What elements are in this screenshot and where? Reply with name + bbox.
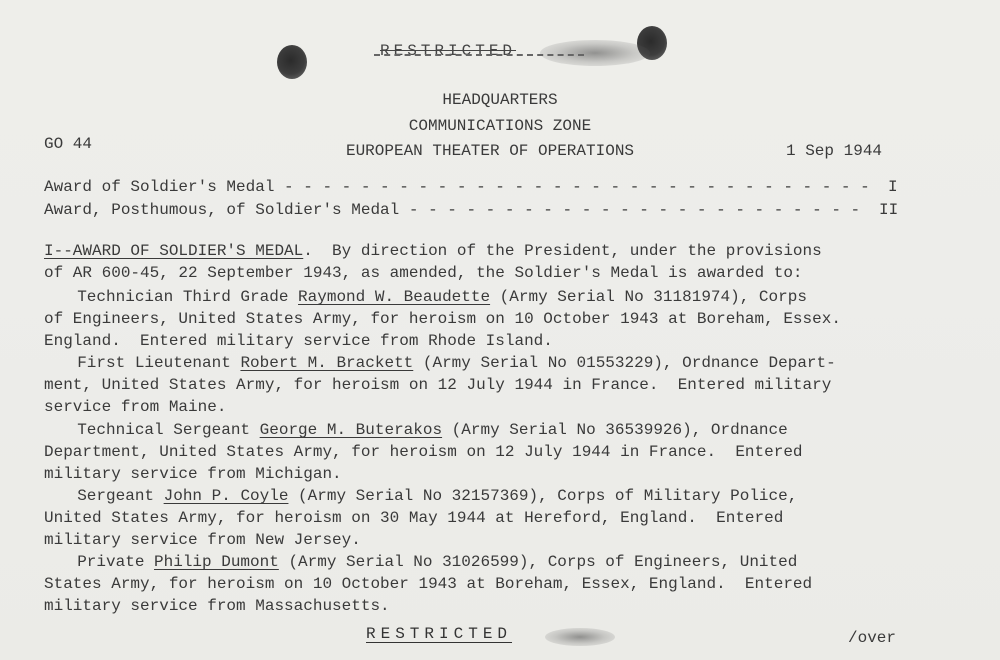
- contents-section: II: [879, 201, 899, 219]
- award-text: (Army Serial No 31026599), Corps of Engineers, United: [278, 553, 798, 571]
- contents-row: [44, 200, 860, 220]
- award-rank: Technical Sergeant: [58, 421, 260, 439]
- award-text: (Army Serial No 31181974), Corps: [490, 288, 807, 306]
- contents-title: Award of Soldier's Medal: [44, 178, 275, 196]
- intro-line: of AR 600-45, 22 September 1943, as amended, the Soldier's Medal is awarded to:: [44, 264, 803, 282]
- award-rank: First Lieutenant: [58, 354, 241, 372]
- section-heading: I--AWARD OF SOLDIER'S MEDAL: [44, 242, 304, 260]
- award-rank: Technician Third Grade: [58, 288, 299, 306]
- contents-leader: - - - - - - - - - - - - - - - - - - - - - - - -: [399, 201, 861, 219]
- award-name: Philip Dumont: [154, 553, 279, 571]
- award-line: United States Army, for heroism on 30 May 1944 at Hereford, England. Entered: [44, 509, 784, 527]
- continuation-note: /over: [848, 629, 897, 647]
- header-theater: EUROPEAN THEATER OF OPERATIONS: [345, 142, 635, 160]
- order-number: GO 44: [44, 135, 93, 153]
- award-line: service from Maine.: [44, 398, 227, 416]
- award-line: military service from New Jersey.: [44, 531, 361, 549]
- header-communications-zone: COMMUNICATIONS ZONE: [408, 117, 592, 135]
- award-line: military service from Massachusetts.: [44, 597, 390, 615]
- award-line: [58, 420, 788, 440]
- award-line: [58, 552, 797, 572]
- contents-leader: - - - - - - - - - - - - - - - - - - - - - - - - - - - - - - -: [274, 178, 870, 196]
- classification-strike: [374, 54, 584, 56]
- award-line: ment, United States Army, for heroism on 12 July 1944 in France. Entered military: [44, 376, 832, 394]
- award-line: England. Entered military service from Rhode Island.: [44, 332, 553, 350]
- contents-row: [44, 177, 870, 197]
- ink-smudge-bottom: [545, 628, 615, 646]
- award-line: [58, 287, 807, 307]
- header-headquarters: HEADQUARTERS: [442, 91, 558, 109]
- award-line: of Engineers, United States Army, for heroism on 10 October 1943 at Boreham, Essex.: [44, 310, 841, 328]
- punch-hole-left: [277, 45, 307, 79]
- intro-text: . By direction of the President, under the provisions: [303, 242, 822, 260]
- classification-top: RESTRICTED: [380, 42, 517, 60]
- award-line: [58, 486, 797, 506]
- award-name: Raymond W. Beaudette: [298, 288, 491, 306]
- award-rank: Sergeant: [58, 487, 164, 505]
- award-rank: Private: [58, 553, 155, 571]
- award-name: Robert M. Brackett: [240, 354, 414, 372]
- award-text: (Army Serial No 01553229), Ordnance Depart-: [413, 354, 836, 372]
- award-line: States Army, for heroism on 10 October 1943 at Boreham, Essex, England. Entered: [44, 575, 813, 593]
- order-date: 1 Sep 1944: [786, 142, 883, 160]
- award-text: (Army Serial No 32157369), Corps of Military Police,: [288, 487, 798, 505]
- award-line: military service from Michigan.: [44, 465, 342, 483]
- classification-bottom: RESTRICTED: [366, 625, 513, 643]
- contents-section: I: [888, 178, 898, 196]
- ink-smudge-top: [540, 40, 650, 66]
- award-line: [58, 353, 836, 373]
- intro-line: [44, 241, 822, 261]
- award-name: John P. Coyle: [163, 487, 289, 505]
- contents-title: Award, Posthumous, of Soldier's Medal: [44, 201, 400, 219]
- award-name: George M. Buterakos: [259, 421, 443, 439]
- award-line: Department, United States Army, for heroism on 12 July 1944 in France. Entered: [44, 443, 803, 461]
- award-text: (Army Serial No 36539926), Ordnance: [442, 421, 788, 439]
